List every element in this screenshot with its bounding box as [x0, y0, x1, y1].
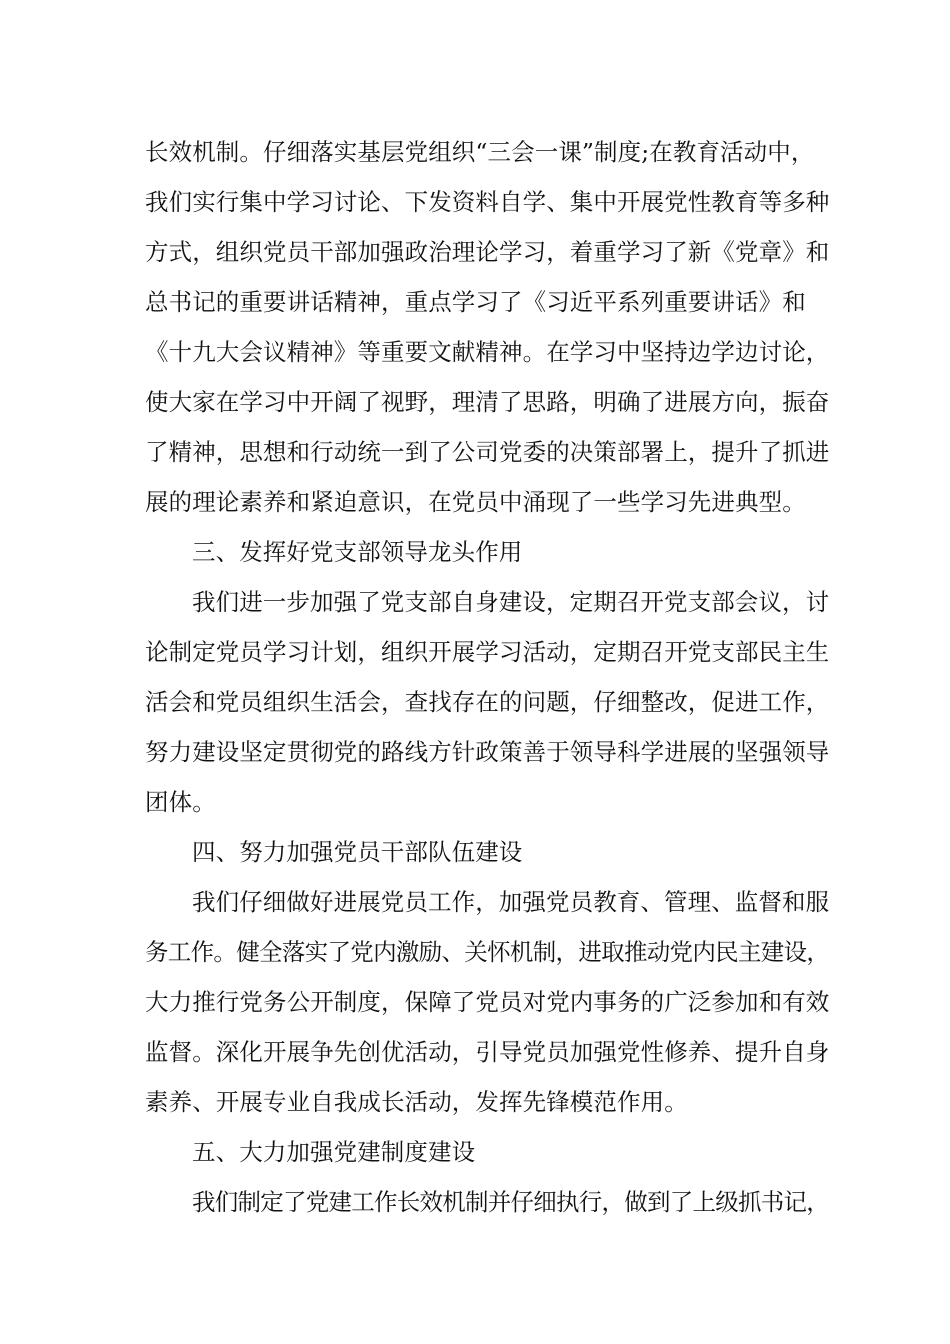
- body-text-line: 使大家在学习中开阔了视野，理清了思路，明确了进展方向，振奋: [145, 388, 830, 416]
- body-text-line: 我们制定了党建工作长效机制并仔细执行，做到了上级抓书记，: [192, 1188, 829, 1216]
- body-text-line: 努力建设坚定贯彻党的路线方针政策善于领导科学进展的坚强领导: [145, 738, 830, 766]
- body-text-line: 我们实行集中学习讨论、下发资料自学、集中开展党性教育等多种: [145, 188, 830, 216]
- body-text-line: 总书记的重要讲话精神，重点学习了《习近平系列重要讲话》和: [145, 288, 806, 316]
- body-text-line: 大力推行党务公开制度，保障了党员对党内事务的广泛参加和有效: [145, 988, 830, 1016]
- body-text-line: 展的理论素养和紧迫意识，在党员中涌现了一些学习先进典型。: [145, 488, 806, 516]
- body-text-line: 我们仔细做好进展党员工作，加强党员教育、管理、监督和服: [192, 888, 830, 916]
- body-text-line: 素养、开展专业自我成长活动，发挥先锋模范作用。: [145, 1088, 688, 1116]
- body-text-line: 团体。: [145, 788, 216, 816]
- body-text-line: 论制定党员学习计划，组织开展学习活动，定期召开党支部民主生: [145, 638, 830, 666]
- body-text-line: 活会和党员组织生活会，查找存在的问题，仔细整改，促进工作，: [145, 688, 830, 716]
- body-text-line: 了精神，思想和行动统一到了公司党委的决策部署上，提升了抓进: [145, 438, 830, 466]
- section-heading-4: 四、努力加强党员干部队伍建设: [192, 838, 523, 866]
- body-text-line: 《十九大会议精神》等重要文献精神。在学习中坚持边学边讨论，: [145, 338, 830, 366]
- body-text-line: 务工作。健全落实了党内激励、关怀机制，进取推动党内民主建设，: [145, 938, 830, 966]
- body-text-line: 我们进一步加强了党支部自身建设，定期召开党支部会议，讨: [192, 588, 830, 616]
- section-heading-3: 三、发挥好党支部领导龙头作用: [192, 538, 523, 566]
- body-text-line: 监督。深化开展争先创优活动，引导党员加强党性修养、提升自身: [145, 1038, 830, 1066]
- section-heading-5: 五、大力加强党建制度建设: [192, 1138, 476, 1166]
- body-text-line: 长效机制。仔细落实基层党组织“三会一课”制度;在教育活动中，: [145, 138, 815, 166]
- body-text-line: 方式，组织党员干部加强政治理论学习，着重学习了新《党章》和: [145, 238, 830, 266]
